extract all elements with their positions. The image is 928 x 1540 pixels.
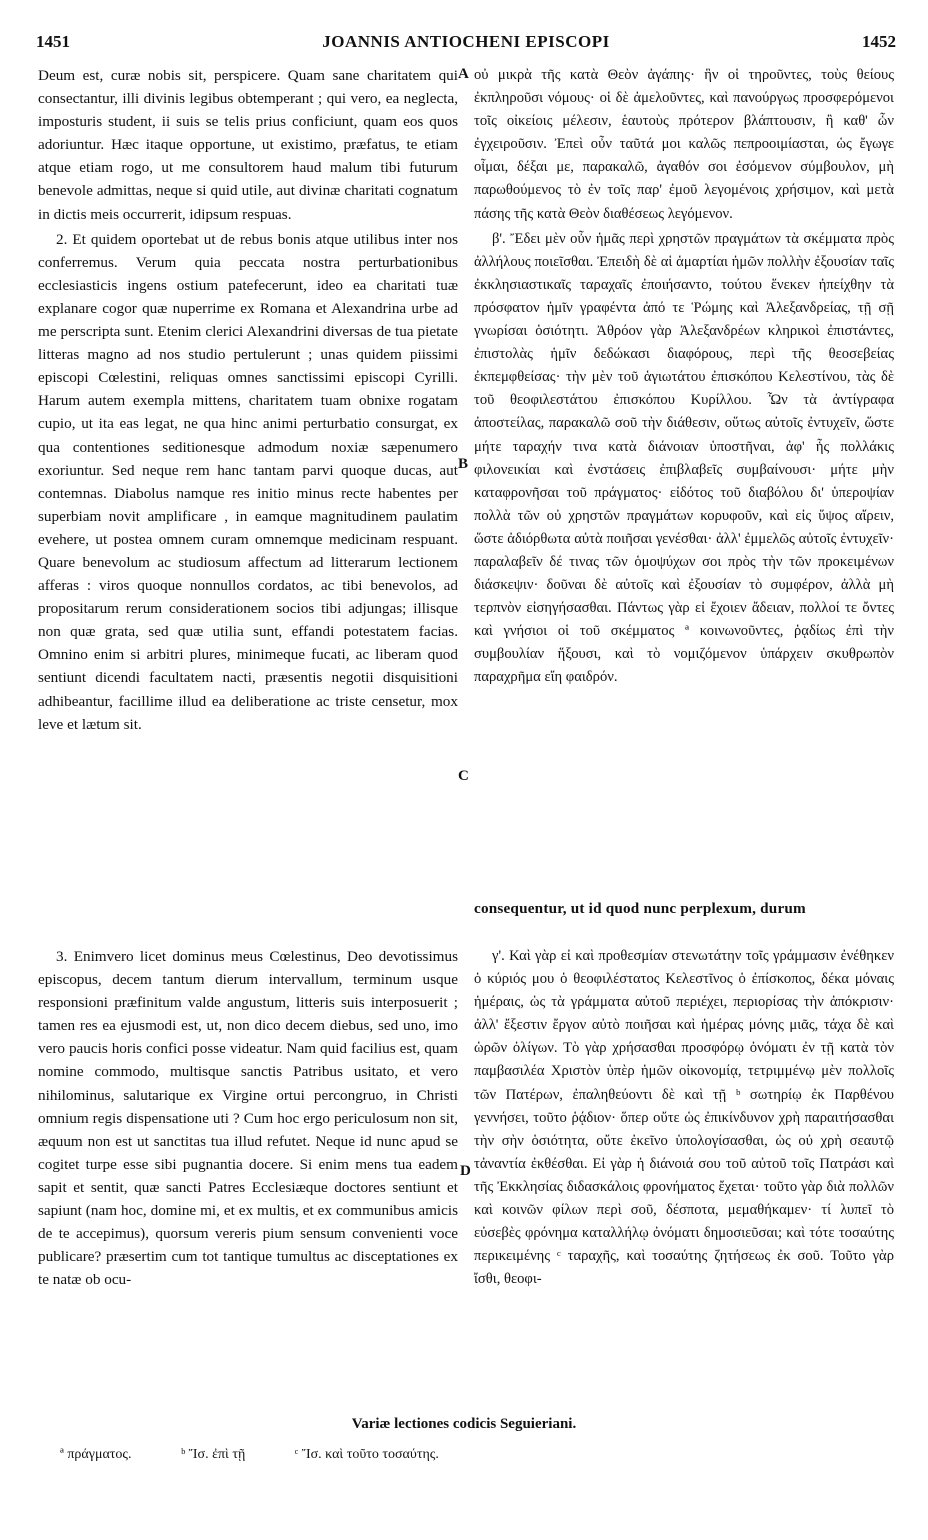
latin-continuation-line: consequentur, ut id quod nunc perplexum, durum — [474, 900, 806, 917]
latin-paragraph-3: 3. Enimvero licet dominus meus Cœlestinus, Deo devotissimus episcopus, decem tantum dierum intervallum, terminum usque responsioni præfinitum valde angustum, litteris suis interposuerit ; tamen res ea ejusmodi est, ut, non dico decem diebus, sed uno, imo vero paucis horis confici posse videatur. Nam quid facilius est, quam nomine commodo, multisque sanctis Patribus usitato, et vero nihilominus, salutarique ex Virgine ortui percongruo, in Christi omnium regis dispensatione uti ? Cum hoc ergo periculosum non sit, æquum non est ut sanctitas tua illud refutet. Neque id nunc apud se cogitet turpe esse sibi pugnantia docere. Si enim mens tua eadem sapit et sentit, quæ sancti Patres Ecclesiæque doctores sentiunt et sapiunt (nam hoc, domine mi, et ex multis, et ex communibus amicis de te accepimus), quorsum vereris pium sensum convenienti voce publicare? præsertim cum tot tantique tumultus ac disceptationes ex te natæ ob ocu- — [38, 948, 458, 1289]
latin-column-top — [38, 64, 458, 736]
greek-paragraph-3: γ'. Καὶ γὰρ εἰ καὶ προθεσμίαν στενωτάτην τοῖς γράμμασιν ἐνέθηκεν ὁ κύριός μου ὁ θεοφιλέστατος Κελεστῖνος ὁ ἐπίσκοπος, δέκα μόναις ἡμέραις, ὡς τὰ γράμματα αὐτοῦ περιέχει, περιορίσας τὴν ἀπόκρισιν· ἀλλ' ἔξεστιν ἔργον αὐτὸ ποιῆσαι καὶ ἡμέρας μόνης μιᾶς, τάχα δὲ καὶ ὡρῶν ὀλίγων. Τὸ γὰρ χρήσασθαι προσφόρῳ ὀνόματι ἐν τῇ κατὰ τὸν παμβασιλέα Χριστὸν ὑπὲρ ἡμῶν οἰκονομίᾳ, τετριμμένῳ μὲν πολλοῖς τῶν Πατέρων, ἐπαληθεύοντι δὲ καὶ τῇ ᵇ σωτηρίῳ ἐκ Παρθένου γεννήσει, τοῦτο ῥᾴδιον· ὅπερ οὔτε ὡς ἐπικίνδυνον χρὴ παραιτήσασθαι τὴν σὴν ὁσιότητα, οὔτε ἐκεῖνο ὑπολογίσασθαι, ὡς οὐ χρὴ σεαυτῷ τἀναντία ἐκθέσθαι. Εἰ γὰρ ἡ διάνοιά σου τοῦ αὐτοῦ τοῖς Πατράσι καὶ τῆς Ἐκκλησίας διδασκάλοις φρονήματος ἔχεται· τοῦτο γὰρ διὰ πολλῶν καὶ κοινῶν φίλων περὶ σοῦ, δέσποτα, μεμαθήκαμεν· τί λυπεῖ τὸ εὐσεβὲς φρόνημα καταλλήλῳ ὀνόματι δημοσιεῦσαι; καὶ τότε τοσαύτης περικειμένης ᶜ ταραχῆς, καὶ τοσαύτης ζητήσεως ἐκ σοῦ. Τοῦτο γὰρ ἴσθι, θεοφι- — [474, 948, 894, 1288]
margin-marker-b: B — [458, 456, 469, 472]
greek-column-bottom — [474, 945, 894, 1291]
margin-marker-d: D — [460, 1163, 471, 1179]
margin-marker-c: C — [458, 768, 469, 784]
latin-paragraph-2: 2. Et quidem oportebat ut de rebus bonis atque utilibus inter nos conferremus. Verum quia peccata nostra perturbationibus ecclesiasticis ingens ostium patefecerunt, ideo ea charitati tuæ explanare cogor quæ nuperrime ex Romana et Alexandrina urbe ad me perscripta sunt. Etenim clerici Alexandrini diversas de tua pietate litteras magno ad nos studio pertulerunt ; unas quidem piissimi episcopi Cœlestini, reliquas omnes sanctissimi episcopi Cyrilli. Harum autem exempla mittens, charitatem tuam obnixe rogatam cupio, ut ita eas legat, ne qua hinc animi perturbatio consurgat, ex qua contentiones seditionesque admodum noxiæ sæpenumero exoriuntur. Sed neque rem hanc tantam parvi quoque ducas, aut contemnas. Diabolus namque res initio minus recte habentes per superbiam novit amplificare , in eamque magnitudinem paulatim evehere, ut postea omnem curam omnemque medicinam respuant. Quare benevolum ac studiosum affectum ad litterarum lectionem afferas : viros quoque nonnullos cordatos, ac tibi benevolos, ad propositarum rerum considerationem socios tibi adjungas; illisque non quæ grata, sed quæ utilia sunt, effandi potestatem facias. Omnino enim si arbitri plures, minimeque fucati, ac liberam quod sentiunt dicendi facultatem nacti, præsentis negotii disquisitioni adhibeantur, facillime illud ea deliberatione ac triste censetur, mox leve et lætum sit. — [38, 230, 458, 733]
greek-column-top — [474, 64, 894, 690]
greek-paragraph-1: οὐ μικρὰ τῆς κατὰ Θεὸν ἀγάπης· ἣν οἱ τηροῦντες, τοὺς θείους ἐκπληροῦσι νόμους· οἱ δὲ ἀμελοῦντες, καὶ πανούργως προσφερόμενοι τοῖς οἰκείοις μέλεσιν, ἑαυτοὺς πρότερον βλάπτουσιν, ἢ καθ' ὧν ἐγχειροῦσιν. Ἐπεὶ οὖν ταῦτά μοι καλῶς πεπροοιμίασται, ὡς ἔγωγε οἶμαι, δέξαι με, παρακαλῶ, ἀγαθόν σοι ἐσόμενον σύμβουλον, μὴ παρωθούμενος τὸ ἐν τοῖς παρ' ἐμοῦ λεγομένοις χρήσιμον, καὶ μετὰ πάσης τῆς κατὰ Θεὸν διαθέσεως λεγόμενον. — [474, 67, 894, 222]
variant-note-c: ᶜ Ἴσ. καὶ τοῦτο τοσαύτης. — [294, 1447, 439, 1462]
latin-paragraph-1: Deum est, curæ nobis sit, perspicere. Quam sane charitatem qui consectantur, illi divinis legibus obtemperant ; qui vero, ea neglecta, imposturis student, ii suis se telis prius conficiunt, quam eos quos adoriuntur. Hæc itaque opportune, ut existimo, præfatus, te etiam atque etiam rogo, ut me consultorem haud malum tibi futurum benevole admittas, neque si quid utile, aut divinæ charitati cognatum in dictis meis occurrerit, idipsum respuas. — [38, 67, 458, 223]
margin-marker-a: A — [458, 66, 469, 82]
page-number-right: 1452 — [862, 32, 896, 51]
variant-note-b: ᵇ Ἴσ. ἐπὶ τῇ — [180, 1447, 246, 1462]
variae-lectiones-notes — [60, 1447, 485, 1463]
page-number-left: 1451 — [36, 32, 70, 51]
page-header — [36, 32, 896, 58]
running-title: JOANNIS ANTIOCHENI EPISCOPI — [322, 32, 610, 51]
variant-note-a: ª πράγματος. — [60, 1447, 132, 1462]
greek-paragraph-2: β'. Ἔδει μὲν οὖν ἡμᾶς περὶ χρηστῶν πραγμάτων τὰ σκέμματα πρὸς ἀλλήλους ποιεῖσθαι. Ἐπειδὴ δὲ αἱ ἁμαρτίαι ἡμῶν πολλὴν ἐξουσίαν ταῖς ἐκκλησιαστικαῖς ταραχαῖς ἐποιήσαντο, τούτου ἕνεκεν ἠπείχθην τὰ πρόσφατον ἡμῖν γραφέντα ἀπό τε Ῥώμης καὶ Ἀλεξανδρείας, τῇ σῇ γνωρίσαι ὁσιότητι. Ἀθρόον γὰρ Ἀλεξανδρέων κληρικοὶ ἐπιστάντες, ἐπιστολὰς ἡμῖν δεδώκασι διαφόρους, περὶ τῆς θεοσεβείας ἐκπεμφθείσας· τὴν μὲν τοῦ ἁγιωτάτου ἐπισκόπου Κελεστίνου, τὰς δὲ τοῦ θεοφιλεστάτου ἐπισκόπου Κυρίλλου. Ὧν τὰ ἀντίγραφα ἀποστείλας, παρακαλῶ σοῦ τὴν διάθεσιν, οὕτως αὐτοῖς ἐντυχεῖν, ὥστε μήτε ταραχήν τινα κατὰ διάνοιαν ὑποστῆναι, ἀφ' ἧς πολλάκις φιλονεικίαι καὶ ἐνστάσεις ἐπιβλαβεῖς συμβαίνουσι· μήτε μὴν καταφρονῆσαι τοῦ πράγματος· εἰδότος τοῦ διαβόλου δι' ὑπεροψίαν πολλὰ τῶν οὐ χρηστῶν πραγμάτων κορυφοῦν, καὶ εἰς ὕψος αἴρειν, ὥστε ἀδιόρθωτα αὐτὰ ποιῆσαι γενέσθαι· ἀλλ' ἐμμελῶς αὐτοῖς ἐντυχεῖν· παραλαβεῖν δέ τινας τῶν ὁμοψύχων σοι πρὸς τὴν τῶν προκειμένων διάσκεψιν· δοῦναι δὲ αὐτοῖς καὶ ἐξουσίαν τὸ συμφέρον, ἀλλὰ μὴ τερπνὸν εἰσηγήσασθαι. Πάντως γὰρ εἰ ἔχοιεν ἄδειαν, πολλοί τε ὄντες καὶ γνήσιοι οἱ τοῦ σκέμματος ª κοινωνοῦντες, ῥᾳδίως ἐπὶ τὴν συμβουλίαν ἥξουσι, καὶ τὸ νομιζόμενον ὑπάρχειν σκυθρωπὸν παραχρῆμα εἴη φαιδρόν. — [474, 230, 894, 686]
variae-lectiones-title: Variæ lectiones codicis Seguieriani. — [351, 1416, 577, 1432]
latin-column-bottom — [38, 945, 458, 1291]
